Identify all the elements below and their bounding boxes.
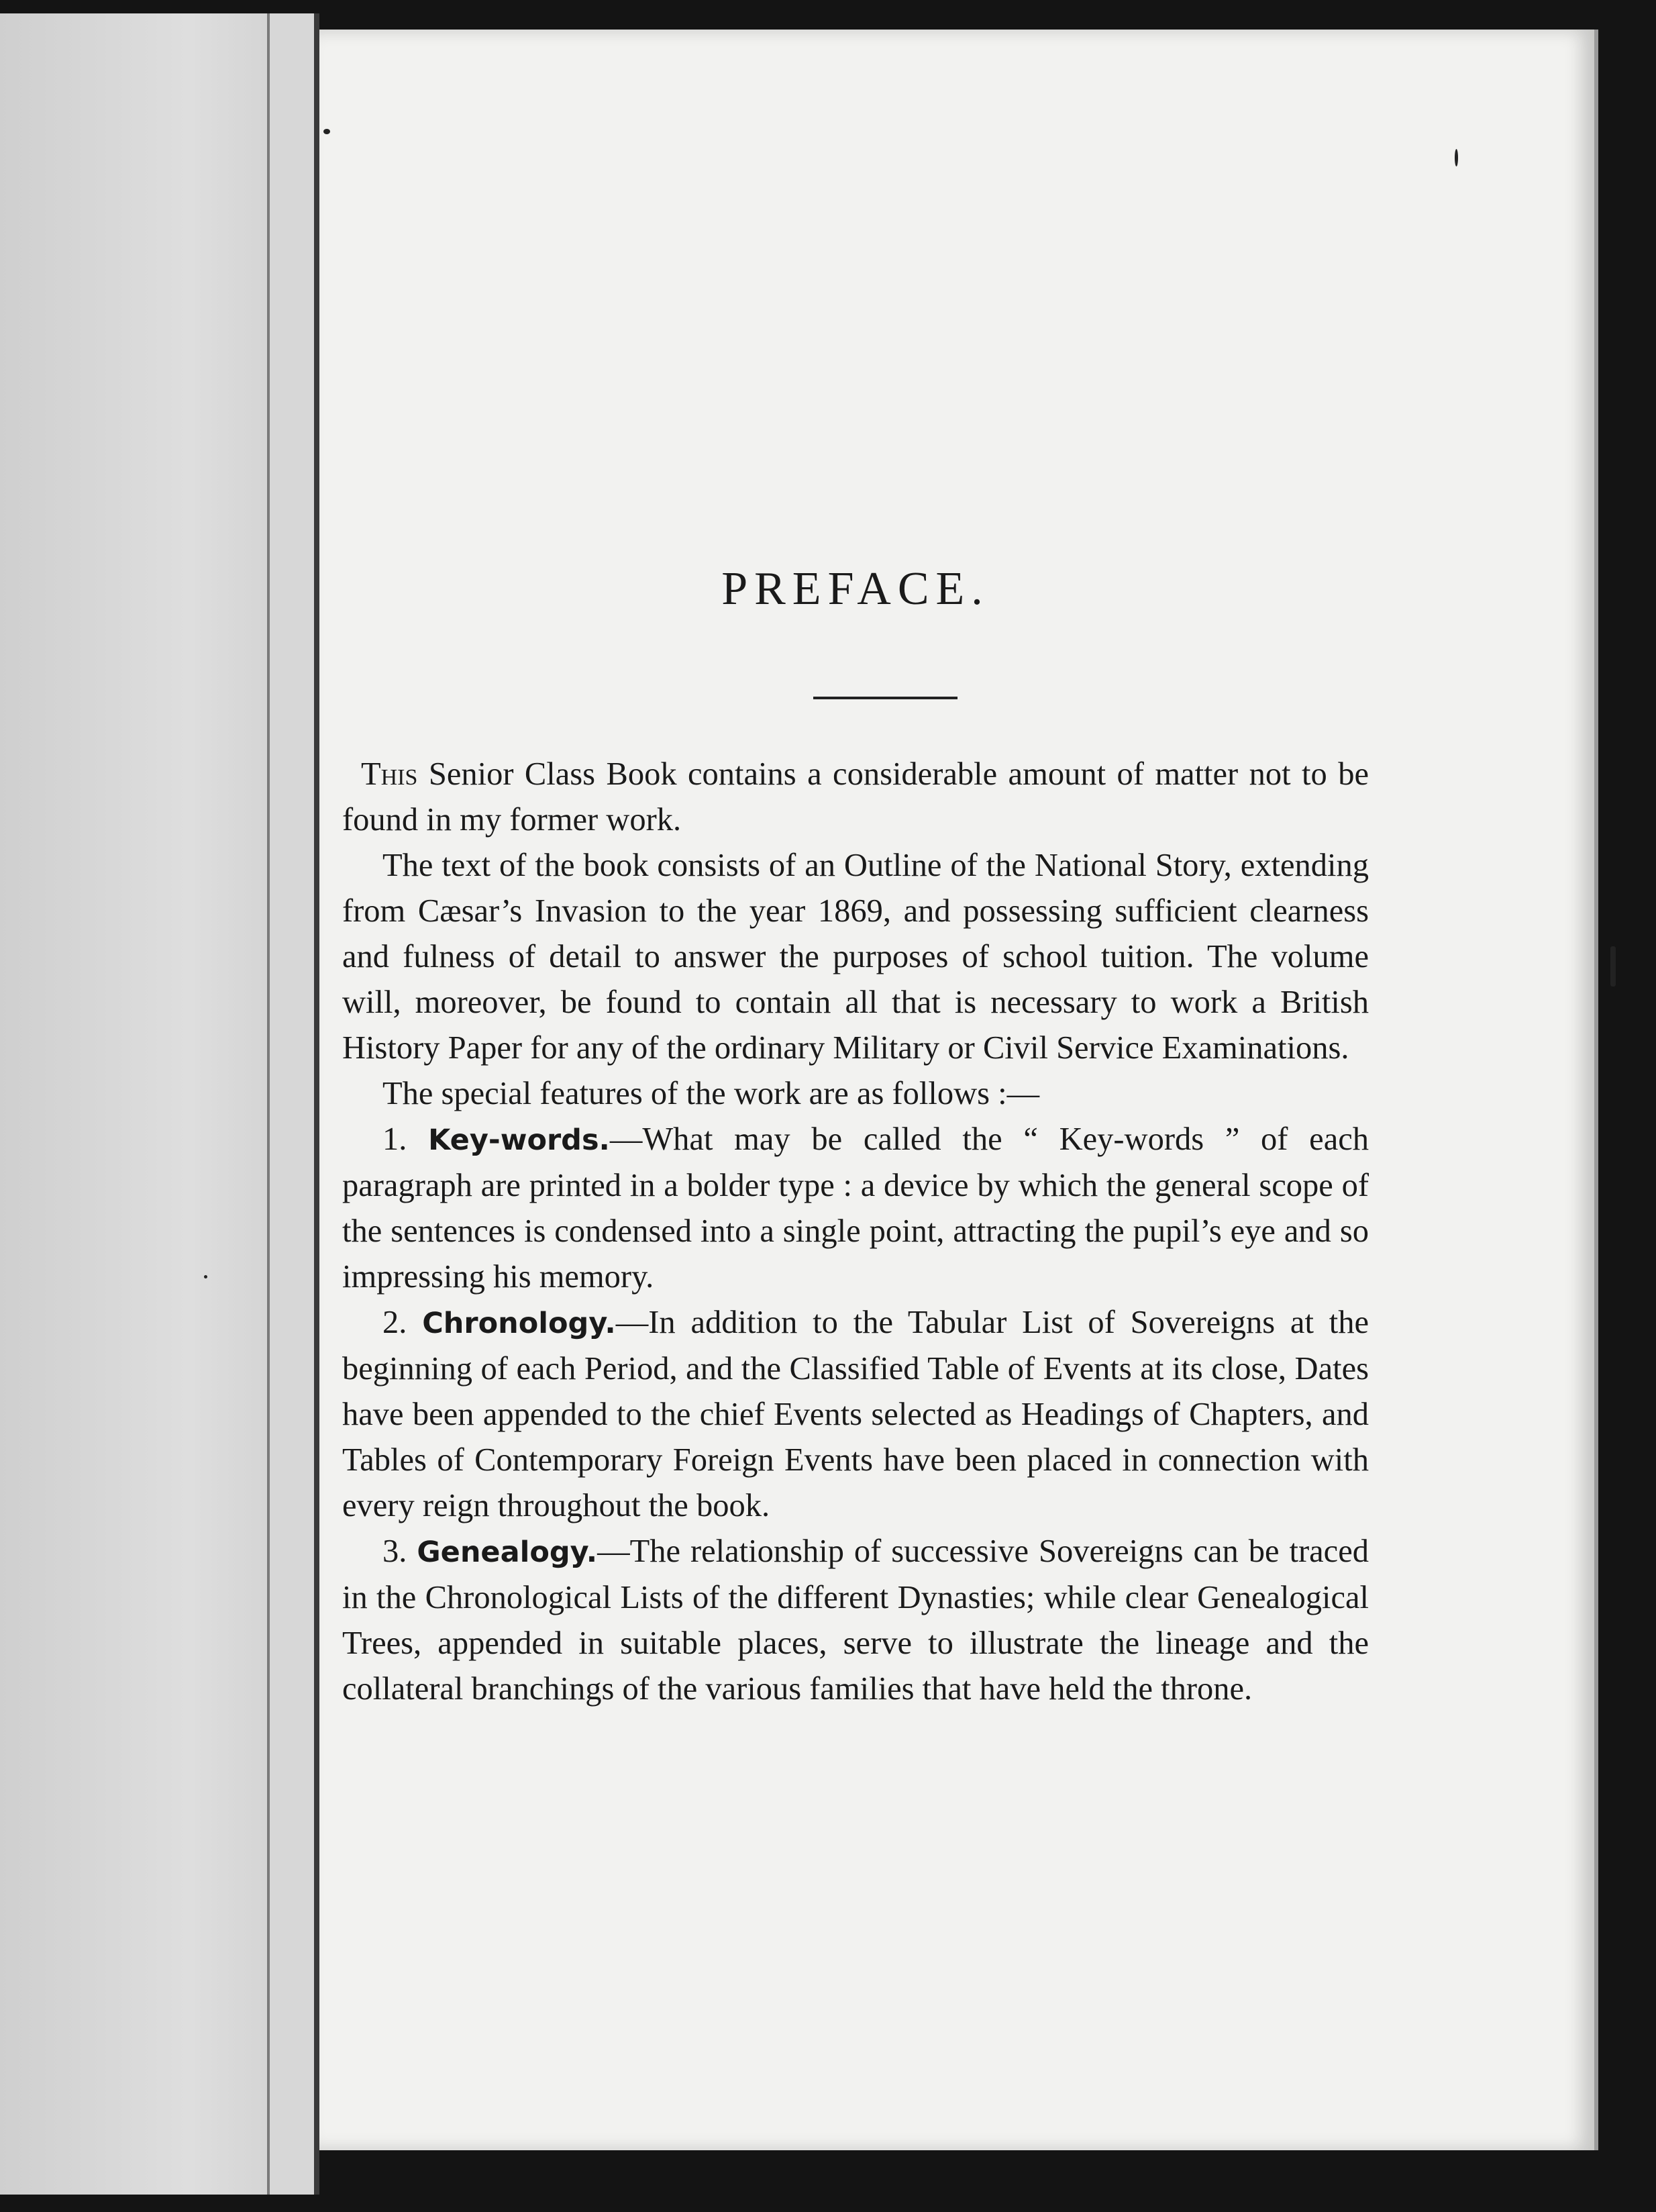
scan-speck (1455, 149, 1458, 166)
facing-page-edge (267, 13, 317, 2195)
scan-speck (1610, 946, 1616, 987)
paragraph-features-intro (342, 1071, 1369, 1117)
paragraph-chronology (342, 1300, 1369, 1529)
paragraph-text: —What may be called the “ Key-words ” of each paragraph are printed in a bolder type : a device by which the general scope of the sentences is condensed into a single point, attracting the pupil’s eye and so impressing his memory. (342, 1121, 1369, 1295)
item-keyword: Key-words. (428, 1123, 610, 1157)
paragraph-text: —In addition to the Tabular List of Sovereigns at the beginning of each Period, and the Classified Table of Events at its close, Dates have been appended to the chief Events selected as Headings of Chapters, and Tables of Contemporary Foreign Events have been placed in connection with every reign throughout the book. (342, 1305, 1369, 1523)
preface-body (342, 752, 1369, 1712)
paragraph-text: The special features of the work are as follows :— (382, 1076, 1040, 1111)
paragraph-outline (342, 843, 1369, 1071)
opening-word: This (361, 756, 418, 792)
paragraph-intro (342, 752, 1369, 843)
paragraph-genealogy (342, 1529, 1369, 1712)
scan-speck (204, 1275, 207, 1278)
item-number: 2. (382, 1305, 423, 1340)
paragraph-text: The text of the book consists of an Outline of the National Story, extending from Cæsar’s Invasion to the year 1869, and possessing sufficient clearness and fulness of detail to answer the purposes of school tuition. The volume will, moreover, be found to contain all that is necessary to work a British History Paper for any of the ordinary Military or Civil Service Examinations. (342, 848, 1369, 1066)
book-gutter (314, 13, 319, 2195)
page-content (342, 0, 1369, 2212)
scan-speck (323, 129, 330, 134)
paragraph-text: —The relationship of successive Sovereigns can be traced in the Chronological Lists of the different Dynasties; while clear Genealogical Trees, appended in suitable places, serve to illustrate the lineage and the collateral branchings of the various families that have held the throne. (342, 1534, 1369, 1707)
item-keyword: Chronology. (422, 1307, 616, 1340)
paragraph-text: Senior Class Book contains a considerable amount of matter not to be found in my former work. (342, 756, 1369, 838)
item-number: 1. (382, 1121, 429, 1157)
item-keyword: Genealogy. (417, 1536, 598, 1569)
item-number: 3. (382, 1534, 417, 1569)
page-title: PREFACE. (721, 563, 990, 615)
paragraph-key-words (342, 1117, 1369, 1300)
title-rule (813, 697, 958, 699)
